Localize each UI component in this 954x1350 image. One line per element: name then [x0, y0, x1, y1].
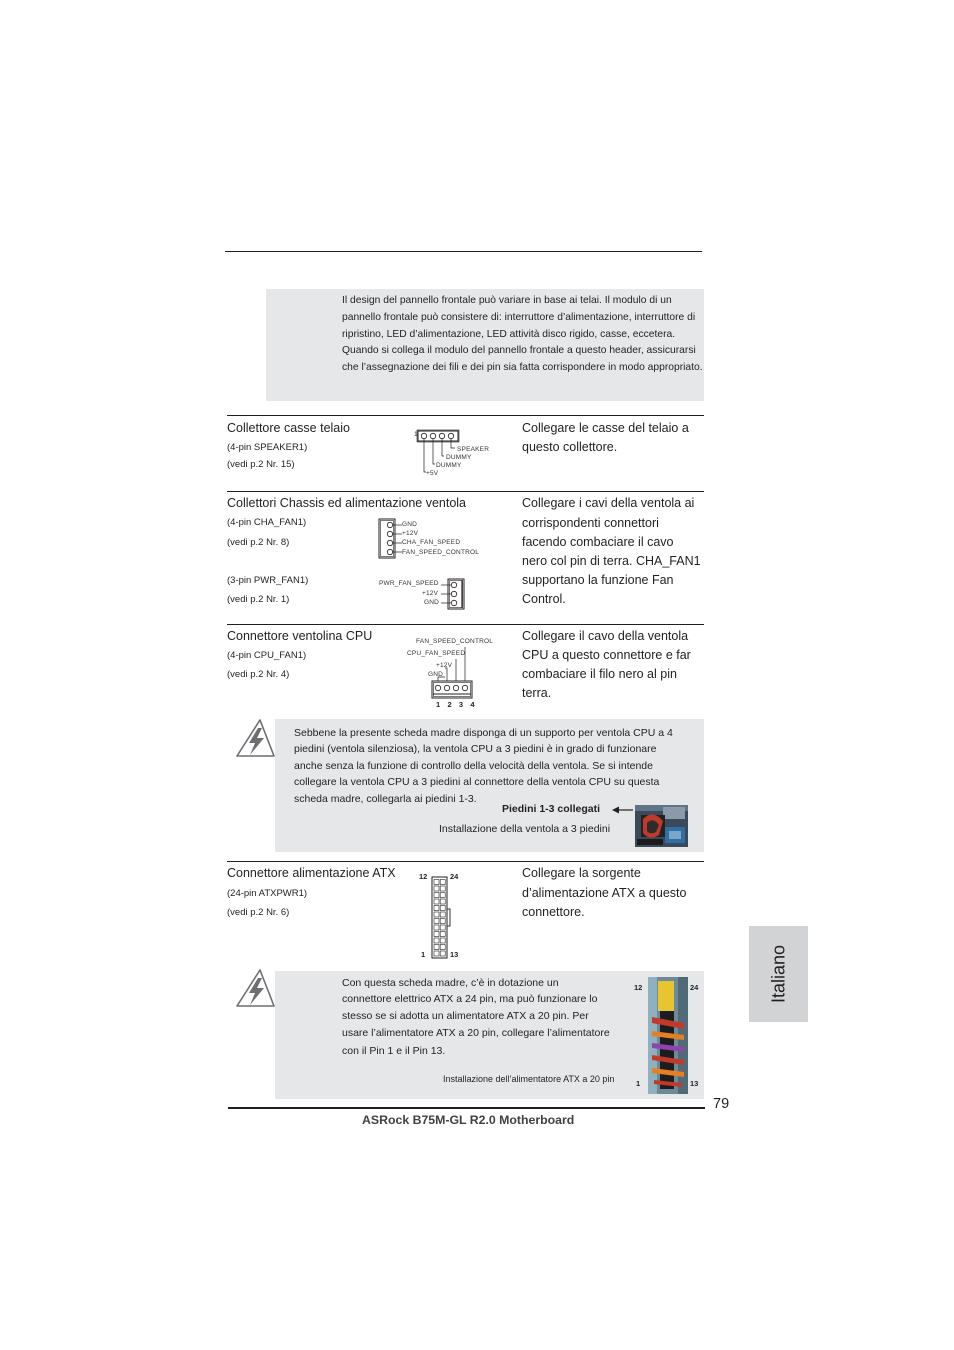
atx-pin-1-label: 1 — [421, 950, 426, 959]
atx-pin — [440, 880, 445, 885]
atx-pin — [440, 938, 445, 943]
speaker-label-5v: +5V — [426, 470, 439, 477]
page-number: 79 — [713, 1096, 730, 1112]
cpu-fan-desc-1: Collegare il cavo della ventola — [522, 629, 689, 643]
atx-pin — [434, 912, 439, 917]
cpu-fan-label-control: FAN_SPEED_CONTROL — [416, 638, 494, 645]
cha-fan-pin: (4-pin CHA_FAN1) — [227, 517, 307, 528]
chassis-fan-desc-2: corrispondenti connettori — [522, 516, 659, 530]
warning-lightning-icon — [234, 718, 276, 760]
speaker-pin1-label: 1 — [414, 431, 418, 438]
cpu-fan-title: Connettore ventolina CPU — [227, 629, 373, 643]
callout-arrow-icon — [612, 805, 634, 815]
atx-pin — [434, 932, 439, 937]
intro-note-text: Il design del pannello frontale può variare in base ai telai. Il modulo di un pannello frontale può consistere di: interruttore d’alimentazione, interruttore di ripristino, LED d’alimentazione, LED attività disco rigido, casse, eccetera. Quando si collega il modulo del pannello frontale a questo header, assicurarsi che l’assegnazione dei fili e dei pin sia fatta corrispondere in modo appropriato. — [342, 295, 703, 374]
cpu-fan-connector-diagram — [402, 644, 478, 700]
pwr-fan-connector-diagram — [440, 577, 470, 611]
section-rule-chassis-fan — [227, 491, 704, 492]
warning-lightning-icon-atx — [234, 968, 276, 1010]
atx-pin — [434, 925, 439, 930]
warning-atx-line-5: con il Pin 1 e il Pin 13. — [342, 1045, 446, 1057]
speaker-label-speaker: SPEAKER — [457, 446, 490, 453]
section-rule-atx — [227, 861, 704, 862]
cpu-fan-pin: (4-pin CPU_FAN1) — [227, 650, 307, 661]
pwr-fan-label-gnd: GND — [424, 599, 440, 606]
atx-pin — [434, 919, 439, 924]
cpu-fan-label-gnd: GND — [428, 671, 444, 678]
section-rule-speaker — [227, 415, 704, 416]
section-rule-cpu-fan — [227, 624, 704, 625]
atx-pin — [440, 912, 445, 917]
atx-ref: (vedi p.2 Nr. 6) — [227, 907, 290, 918]
warning-cpu-line-1: Sebbene la presente scheda madre disponga di un supporto per ventola CPU a 4 — [294, 727, 673, 739]
pwr-fan-label-12v: +12V — [422, 590, 439, 597]
cpu-fan-desc-2: CPU a questo connettore e far — [522, 648, 691, 662]
warning-cpu-line-2: piedini (ventola silenziosa), la ventola CPU a 3 piedini è in grado di funzionare — [294, 743, 657, 755]
atx-pin — [434, 899, 439, 904]
chassis-fan-desc-4: nero col pin di terra. CHA_FAN1 — [522, 554, 701, 568]
atx-pin — [440, 919, 445, 924]
cha-fan-connector-diagram — [376, 517, 404, 561]
atx-pin — [434, 880, 439, 885]
speaker-label-dummy-2: DUMMY — [436, 462, 462, 469]
atx-pin — [434, 886, 439, 891]
atx-photo-12-label: 12 — [634, 983, 643, 992]
language-side-tab-label: Italiano — [768, 944, 788, 1004]
speaker-pin: (4-pin SPEAKER1) — [227, 442, 308, 453]
atx-pin — [440, 932, 445, 937]
atx-desc-1: Collegare la sorgente — [522, 866, 641, 880]
speaker-desc-1: Collegare le casse del telaio a — [522, 421, 689, 435]
cpu-fan-label-speed: CPU_FAN_SPEED — [407, 650, 466, 657]
pwr-fan-ref: (vedi p.2 Nr. 1) — [227, 594, 290, 605]
language-side-tab — [749, 926, 808, 1022]
footer-rule — [228, 1107, 705, 1109]
atx-pin — [434, 938, 439, 943]
warning-atx-line-1: Con questa scheda madre, c’è in dotazione un — [342, 977, 559, 989]
chassis-fan-title: Collettori Chassis ed alimentazione ventola — [227, 496, 467, 510]
atx-desc-2: d’alimentazione ATX a questo — [522, 886, 687, 900]
cha-fan-label-gnd: GND — [402, 521, 418, 528]
pins-connected-callout: Piedini 1-3 collegati — [502, 803, 601, 815]
atx-pin: (24-pin ATXPWR1) — [227, 888, 308, 899]
chassis-fan-desc-1: Collegare i cavi della ventola ai — [522, 496, 695, 510]
atx-photo-24-label: 24 — [690, 983, 699, 992]
atx-pin — [434, 945, 439, 950]
atx-pin-24-label: 24 — [450, 872, 459, 881]
warning-atx-line-3: stesso se si adotta un alimentatore ATX a 20 pin. Per — [342, 1010, 589, 1022]
cpu-fan-label-12v: +12V — [436, 662, 453, 669]
atx-pin-12-label: 12 — [419, 872, 428, 881]
atx-pin — [440, 906, 445, 911]
cpu-fan-pin-numbers: 1 2 3 4 — [436, 700, 478, 709]
chassis-fan-desc-6: Control. — [522, 592, 566, 606]
speaker-desc-2: questo collettore. — [522, 440, 618, 454]
atx-install-photo — [648, 977, 688, 1094]
warning-atx-line-2: connettore elettrico ATX a 24 pin, ma può funzionare lo — [342, 993, 598, 1005]
pwr-fan-label-speed: PWR_FAN_SPEED — [379, 580, 439, 587]
atx-pin-13-label: 13 — [450, 950, 459, 959]
atx-pin — [440, 951, 445, 956]
atx-pin — [434, 893, 439, 898]
atx-photo-13-label: 13 — [690, 1079, 699, 1088]
atx-connector-diagram — [430, 876, 454, 960]
warning-atx-caption: Installazione dell’alimentatore ATX a 20 pin — [443, 1074, 615, 1084]
footer-title: ASRock B75M-GL R2.0 Motherboard — [362, 1113, 575, 1127]
warning-cpu-line-3: anche senza la funzione di controllo della velocità della ventola. Se si intende — [294, 760, 653, 772]
cpu-fan-install-photo — [635, 805, 688, 847]
header-rule — [225, 251, 702, 252]
warning-cpu-caption: Installazione della ventola a 3 piedini — [439, 823, 611, 835]
speaker-label-dummy-1: DUMMY — [446, 454, 472, 461]
atx-desc-3: connettore. — [522, 905, 585, 919]
atx-pin — [440, 899, 445, 904]
atx-pin — [440, 893, 445, 898]
chassis-fan-desc-3: facendo combaciare il cavo — [522, 535, 674, 549]
atx-pin — [440, 925, 445, 930]
cpu-fan-desc-4: terra. — [522, 686, 552, 700]
atx-pin — [440, 886, 445, 891]
warning-cpu-line-5: scheda madre, collegarla ai piedini 1-3. — [294, 793, 477, 805]
cpu-fan-ref: (vedi p.2 Nr. 4) — [227, 669, 290, 680]
warning-cpu-line-4: collegare la ventola CPU a 3 piedini al connettore della ventola CPU su questa — [294, 776, 660, 788]
atx-photo-1-label: 1 — [636, 1079, 641, 1088]
cha-fan-label-12v: +12V — [402, 530, 419, 537]
speaker-ref: (vedi p.2 Nr. 15) — [227, 459, 295, 470]
cha-fan-ref: (vedi p.2 Nr. 8) — [227, 537, 290, 548]
atx-pin — [434, 906, 439, 911]
atx-pin — [440, 945, 445, 950]
atx-title: Connettore alimentazione ATX — [227, 866, 396, 880]
warning-atx-line-4: usare l’alimentatore ATX a 20 pin, collegare l’alimentatore — [342, 1027, 610, 1039]
chassis-fan-desc-5: supportano la funzione Fan — [522, 573, 674, 587]
cha-fan-label-speed: CHA_FAN_SPEED — [402, 539, 461, 546]
speaker-title: Collettore casse telaio — [227, 421, 350, 435]
cpu-fan-desc-3: combaciare il filo nero al pin — [522, 667, 677, 681]
pwr-fan-pin: (3-pin PWR_FAN1) — [227, 575, 309, 586]
atx-pin — [434, 951, 439, 956]
cha-fan-label-control: FAN_SPEED_CONTROL — [402, 549, 480, 556]
